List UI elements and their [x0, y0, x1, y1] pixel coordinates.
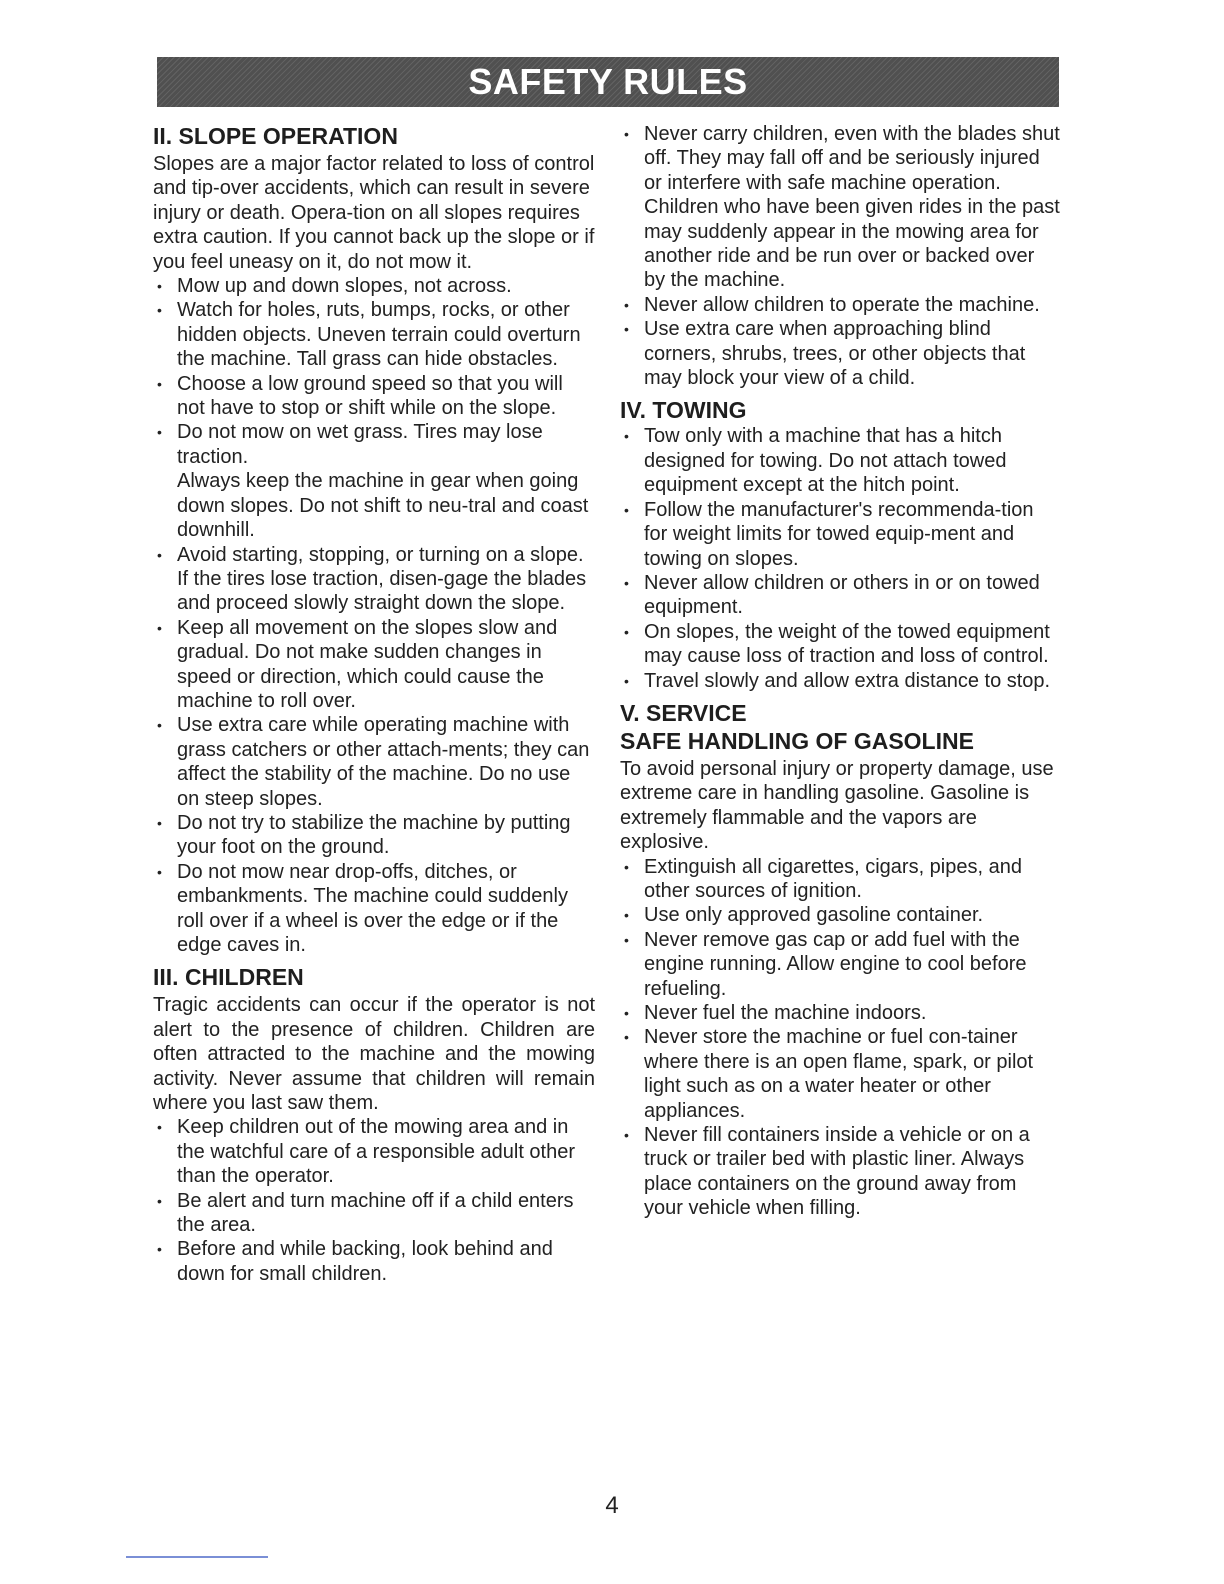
list-item: • Never allow children or others in or on towed equipment. — [620, 571, 1060, 620]
list-item: • On slopes, the weight of the towed equipment may cause loss of traction and loss of control. — [620, 620, 1060, 669]
service-section-title: V. SERVICE — [620, 699, 747, 726]
list-item: • Watch for holes, ruts, bumps, rocks, or other hidden objects. Uneven terrain could overturn the machine. Tall grass can hide obstacles. — [153, 298, 595, 371]
left-column — [153, 122, 595, 1286]
list-item: • Mow up and down slopes, not across. — [153, 274, 595, 298]
banner-title: SAFETY RULES — [468, 61, 748, 102]
children-list-right — [620, 122, 1060, 390]
slope-section-title: II. SLOPE OPERATION — [153, 123, 398, 149]
list-item: • Never allow children to operate the machine. — [620, 293, 1060, 317]
slope-intro: Slopes are a major factor related to loss of control and tip-over accidents, which can result in severe injury or death. Opera-tion on all slopes requires extra caution. If you cannot back up the slope or if you feel uneasy on it, do not mow it. — [153, 153, 595, 273]
list-item-continuation: Always keep the machine in gear when going down slopes. Do not shift to neu-tral and coast downhill. — [177, 470, 589, 542]
list-item: • Use extra care when approaching blind corners, shrubs, trees, or other objects that may block your view of a child. — [620, 317, 1060, 390]
list-item: • Use extra care while operating machine with grass catchers or other attach-ments; they can affect the stability of the machine. Do no use on steep slopes. — [153, 713, 595, 811]
list-item: • Never fill containers inside a vehicle or on a truck or trailer bed with plastic liner. Always place containers on the ground away from your vehicle when filling. — [620, 1123, 1060, 1221]
list-item: • Do not mow on wet grass. Tires may lose traction. — [153, 420, 595, 469]
safety-rules-banner — [157, 57, 1059, 107]
page-number: 4 — [605, 1492, 619, 1519]
towing-section-title: IV. TOWING — [620, 397, 747, 424]
list-item: • Do not try to stabilize the machine by putting your foot on the ground. — [153, 811, 595, 860]
list-item: • Tow only with a machine that has a hitch designed for towing. Do not attach towed equipment except at the hitch point. — [620, 424, 1060, 497]
list-item: • Avoid starting, stopping, or turning on a slope. If the tires lose traction, disen-gage the blades and proceed slowly straight down the slope. — [153, 543, 595, 616]
list-item: • Be alert and turn machine off if a child enters the area. — [153, 1189, 595, 1238]
list-item: • Never store the machine or fuel con-tainer where there is an open flame, spark, or pilot light such as on a water heater or other appliances. — [620, 1025, 1060, 1123]
list-item: • Follow the manufacturer's recommenda-tion for weight limits for towed equip-ment and towing on slopes. — [620, 498, 1060, 571]
list-item: • Extinguish all cigarettes, cigars, pipes, and other sources of ignition. — [620, 855, 1060, 904]
right-column — [620, 122, 1060, 1221]
list-item: • Travel slowly and allow extra distance to stop. — [620, 669, 1060, 693]
list-item: • Keep children out of the mowing area and in the watchful care of a responsible adult other than the operator. — [153, 1115, 595, 1188]
service-list — [620, 855, 1060, 1221]
list-item: • Do not mow near drop-offs, ditches, or embankments. The machine could suddenly roll over if a wheel is over the edge or if the edge caves in. — [153, 860, 595, 958]
footer-rule — [126, 1556, 268, 1558]
list-item: • Before and while backing, look behind and down for small children. — [153, 1237, 595, 1286]
list-item: • Use only approved gasoline container. — [620, 903, 1060, 927]
list-item: • Never carry children, even with the blades shut off. They may fall off and be seriously injured or interfere with safe machine operation. Children who have been given rides in the past may suddenly appear in the mowing area for another ride and be run over or backed over by the machine. — [620, 122, 1060, 293]
service-intro: To avoid personal injury or property damage, use extreme care in handling gasoline. Gasoline is extremely flammable and the vapors are explosive. — [620, 757, 1054, 854]
list-item: • Choose a low ground speed so that you will not have to stop or shift while on the slope. — [153, 372, 595, 421]
children-list-left — [153, 1115, 595, 1286]
children-section-title: III. CHILDREN — [153, 964, 304, 991]
slope-list — [153, 274, 595, 957]
towing-list — [620, 424, 1060, 692]
children-intro: Tragic accidents can occur if the operator is not alert to the presence of children. Children are often attracted to the machine and the mowing activity. Never assume that children will remain where you last saw them. — [153, 994, 595, 1115]
gasoline-subtitle: SAFE HANDLING OF GASOLINE — [620, 727, 974, 754]
list-item: • Never fuel the machine indoors. — [620, 1001, 1060, 1025]
list-item: • Keep all movement on the slopes slow and gradual. Do not make sudden changes in speed or direction, which could cause the machine to roll over. — [153, 616, 595, 714]
list-item: • Never remove gas cap or add fuel with the engine running. Allow engine to cool before refueling. — [620, 928, 1060, 1001]
